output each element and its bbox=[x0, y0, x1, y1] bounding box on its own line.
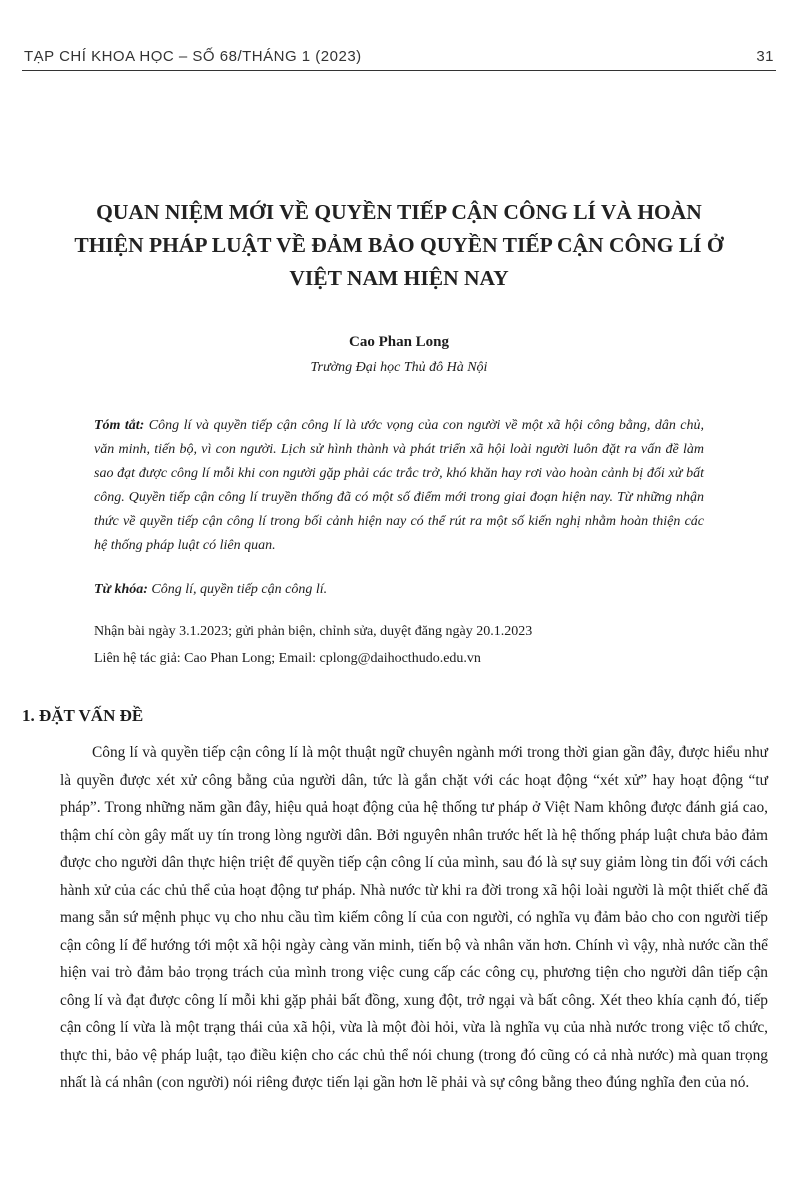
keywords bbox=[94, 578, 704, 602]
page-number: 31 bbox=[756, 48, 774, 65]
keywords-text: Công lí, quyền tiếp cận công lí. bbox=[151, 582, 328, 597]
section-heading: 1. ĐẶT VẤN ĐỀ bbox=[22, 706, 144, 725]
author-name: Cao Phan Long bbox=[348, 334, 450, 350]
abstract-label: Tóm tắt: bbox=[94, 418, 145, 433]
author-contact: Liên hệ tác giả: Cao Phan Long; Email: cplong@daihocthudo.edu.vn bbox=[94, 651, 481, 666]
journal-issue: TẠP CHÍ KHOA HỌC – SỐ 68/THÁNG 1 (2023) bbox=[24, 48, 362, 65]
article-title: QUAN NIỆM MỚI VỀ QUYỀN TIẾP CẬN CÔNG LÍ VÀ HOÀN THIỆN PHÁP LUẬT VỀ ĐẢM BẢO QUYỀN TIẾP CẬN CÔNG LÍ Ở VIỆT NAM HIỆN NAY bbox=[74, 200, 724, 290]
abstract-text: Công lí và quyền tiếp cận công lí là ước vọng của con người về một xã hội công bằng, dân chủ, văn minh, tiến bộ, vì con người. Lịch sử hình thành và phát triển xã hội loài người luôn đặt ra vấn đề làm sao đạt được công lí mỗi khi con người gặp phải các trắc trở, khó khăn hay rơi vào hoàn cảnh bị đối xử bất công. Quyền tiếp cận công lí truyền thống đã có một số điểm mới trong giai đoạn hiện nay. Từ những nhận thức về quyền tiếp cận công lí trong bối cảnh hiện nay có thể rút ra một số kiến nghị nhằm hoàn thiện các hệ thống pháp luật có liên quan. bbox=[94, 418, 704, 553]
keywords-label: Từ khóa: bbox=[94, 582, 148, 597]
body-paragraph: Công lí và quyền tiếp cận công lí là một thuật ngữ chuyên ngành mới trong thời gian gần đây, được hiểu như là quyền được xét xử công bằng của người dân, tức là gắn chặt với các hoạt động “xét xử” hay hoạt động “tư pháp”. Trong những năm gần đây, hiệu quả hoạt động của hệ thống tư pháp ở Việt Nam không được đánh giá cao, thậm chí còn gây mất uy tín trong lòng người dân. Bởi nguyên nhân trước hết là hệ thống pháp luật chưa bảo đảm được cho người dân thực hiện triệt để quyền tiếp cận công lí của mình, sau đó là sự suy giảm lòng tin đối với cách hành xử của các chủ thể của hoạt động tư pháp. Nhà nước từ khi ra đời trong xã hội loài người là một thiết chế đã mang sẵn sứ mệnh phục vụ cho nhu cầu tìm kiếm công lí của con người, có nghĩa vụ đảm bảo cho con người tiếp cận công lí để hướng tới một xã hội ngày càng văn minh, tiến bộ và nhân văn hơn. Chính vì vậy, nhà nước cần thể hiện vai trò đảm bảo trọng trách của mình trong việc cung cấp các công cụ, phương tiện cho người dân tiếp cận công lí và đạt được công lí mỗi khi gặp phải bất đồng, xung đột, trở ngại và bất công. Xét theo khía cạnh đó, tiếp cận công lí vừa là một trạng thái của xã hội, vừa là một đòi hỏi, vừa là nghĩa vụ của nhà nước trong việc tổ chức, thực thi, bảo vệ pháp luật, tạo điều kiện cho các chủ thể nói chung (trong đó cũng có cả nhà nước) mà quan trọng nhất là cá nhân (con người) nói riêng được tiến lại gần hơn lẽ phải và sự công bằng theo đúng nghĩa đen của nó. bbox=[60, 744, 768, 1091]
submission-dates: Nhận bài ngày 3.1.2023; gửi phản biện, chỉnh sửa, duyệt đăng ngày 20.1.2023 bbox=[94, 624, 533, 639]
author-affiliation: Trường Đại học Thủ đô Hà Nội bbox=[310, 360, 488, 375]
running-header bbox=[24, 48, 774, 68]
header-rule bbox=[22, 70, 776, 71]
abstract bbox=[94, 414, 704, 558]
